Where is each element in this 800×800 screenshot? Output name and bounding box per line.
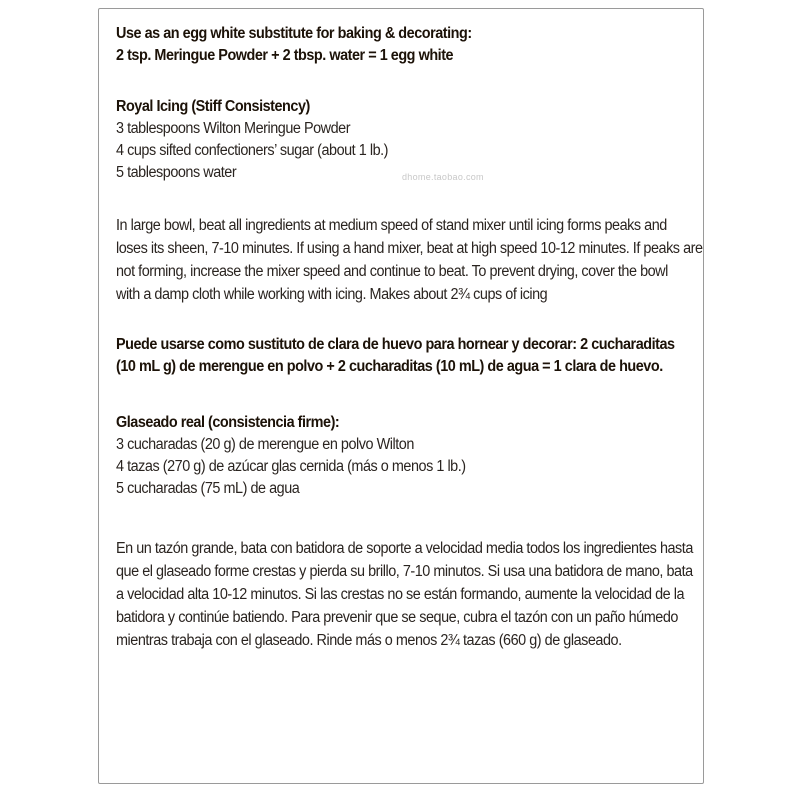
ingredient-line: 5 tablespoons water [116, 164, 237, 181]
english-instructions [116, 214, 703, 306]
instruction-line: En un tazón grande, bata con batidora de soporte a velocidad media todos los ingredientes hasta [116, 540, 693, 557]
instruction-line: a velocidad alta 10-12 minutos. Si las crestas no se están formando, aumente la velocidad de la [116, 586, 685, 603]
instruction-line: In large bowl, beat all ingredients at medium speed of stand mixer until icing forms peaks and [116, 217, 667, 234]
instruction-line: que el glaseado forme crestas y pierda su brillo, 7-10 minutos. Si usa una batidora de mano, bata [116, 563, 693, 580]
instruction-line: with a damp cloth while working with icing. Makes about 2¾ cups of icing [116, 286, 548, 303]
watermark-text: dhome.taobao.com [402, 172, 484, 182]
heading-line: Puede usarse como sustituto de clara de huevo para hornear y decorar: 2 cucharaditas [116, 336, 675, 353]
instruction-line: not forming, increase the mixer speed and continue to beat. To prevent drying, cover the bowl [116, 263, 668, 280]
ingredient-line: 4 tazas (270 g) de azúcar glas cernida (más o menos 1 lb.) [116, 458, 466, 475]
ingredient-line: 3 cucharadas (20 g) de merengue en polvo Wilton [116, 436, 414, 453]
instruction-line: batidora y continúe batiendo. Para prevenir que se seque, cubra el tazón con un paño húmedo [116, 609, 678, 626]
heading-line: Use as an egg white substitute for baking & decorating: [116, 25, 472, 42]
spanish-instructions [116, 537, 693, 652]
instruction-line: loses its sheen, 7-10 minutes. If using a hand mixer, beat at high speed 10-12 minutes. If peaks are [116, 240, 703, 257]
english-substitute-heading [116, 23, 655, 67]
recipe-title: Royal Icing (Stiff Consistency) [116, 98, 310, 115]
ingredient-line: 3 tablespoons Wilton Meringue Powder [116, 120, 351, 137]
recipe-title: Glaseado real (consistencia firme): [116, 414, 340, 431]
ingredient-line: 5 cucharadas (75 mL) de agua [116, 480, 300, 497]
spanish-substitute-heading [116, 334, 675, 378]
label-content [116, 23, 703, 652]
instruction-line: mientras trabaja con el glaseado. Rinde más o menos 2¾ tazas (660 g) de glaseado. [116, 632, 622, 649]
ingredient-line: 4 cups sifted confectioners’ sugar (about 1 lb.) [116, 142, 389, 159]
english-recipe [116, 96, 655, 184]
heading-line: 2 tsp. Meringue Powder + 2 tbsp. water = 1 egg white [116, 47, 454, 64]
spanish-recipe [116, 412, 655, 500]
heading-line: (10 mL g) de merengue en polvo + 2 cucharaditas (10 mL) de agua = 1 clara de huevo. [116, 358, 663, 375]
